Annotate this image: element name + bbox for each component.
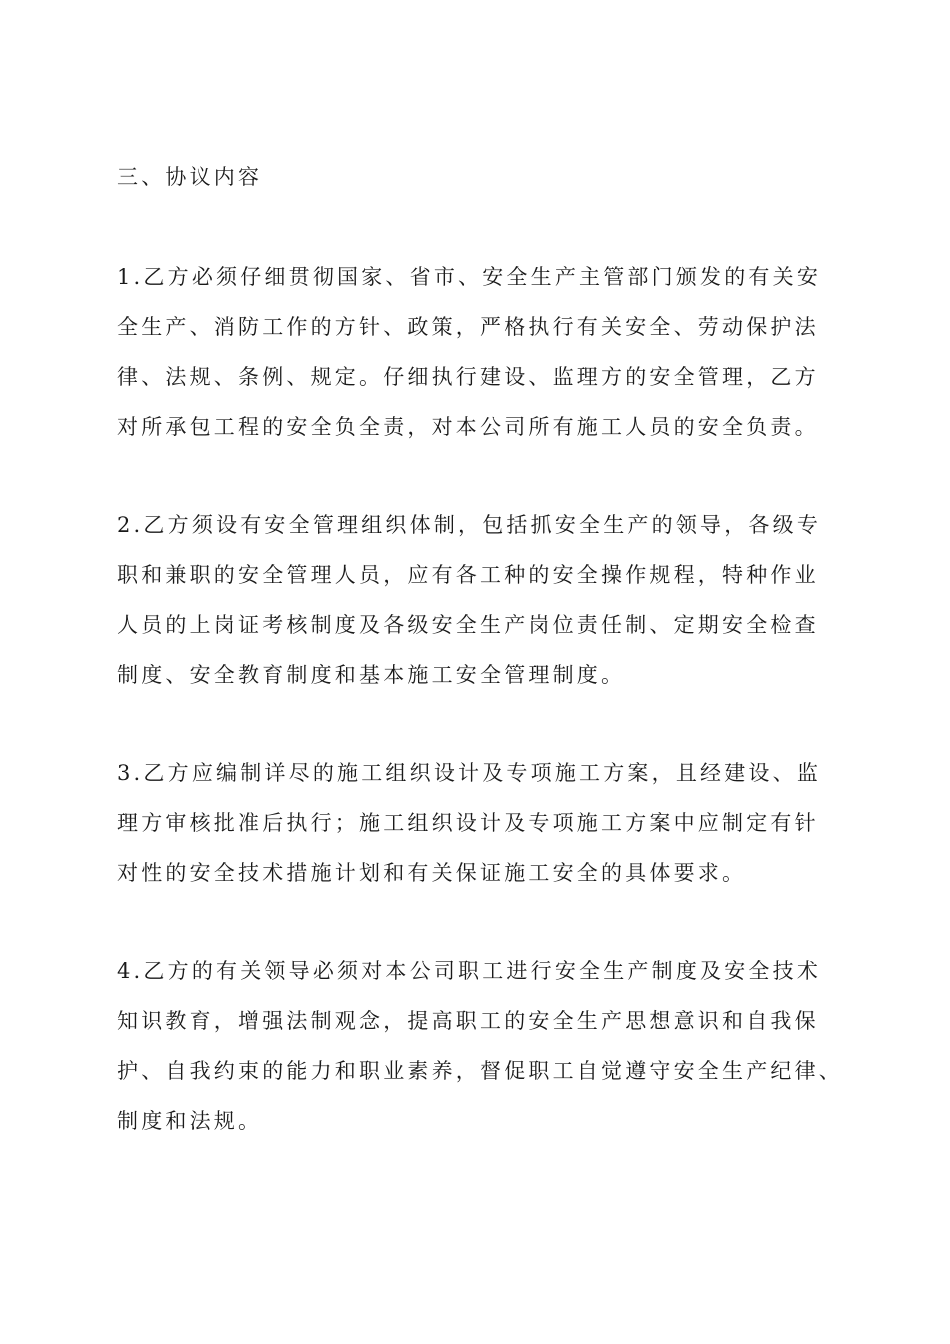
paragraph-line: 职和兼职的安全管理人员，应有各工种的安全操作规程，特种作业 bbox=[117, 563, 819, 587]
paragraph-line: 人员的上岗证考核制度及各级安全生产岗位责任制、定期安全检查 bbox=[117, 613, 819, 637]
paragraph-line: 对所承包工程的安全负全责，对本公司所有施工人员的安全负责。 bbox=[117, 415, 819, 439]
paragraph-line: 制度、安全教育制度和基本施工安全管理制度。 bbox=[117, 663, 626, 687]
paragraph-line: 律、法规、条例、规定。仔细执行建设、监理方的安全管理，乙方 bbox=[117, 365, 819, 389]
paragraph-line: 护、自我约束的能力和职业素养，督促职工自觉遵守安全生产纪律、 bbox=[117, 1059, 843, 1083]
paragraph-line: 制度和法规。 bbox=[117, 1109, 263, 1133]
paragraph-line: 1.乙方必须仔细贯彻国家、省市、安全生产主管部门颁发的有关安 bbox=[117, 265, 822, 289]
paragraph-line: 对性的安全技术措施计划和有关保证施工安全的具体要求。 bbox=[117, 861, 747, 885]
paragraph-line: 理方审核批准后执行；施工组织设计及专项施工方案中应制定有针 bbox=[117, 811, 819, 835]
section-heading: 三、协议内容 bbox=[117, 165, 263, 189]
paragraph-line: 3.乙方应编制详尽的施工组织设计及专项施工方案，且经建设、监 bbox=[117, 761, 822, 785]
paragraph-line: 2.乙方须设有安全管理组织体制，包括抓安全生产的领导，各级专 bbox=[117, 513, 822, 537]
paragraph-line: 全生产、消防工作的方针、政策，严格执行有关安全、劳动保护法 bbox=[117, 315, 819, 339]
paragraph-line: 知识教育，增强法制观念，提高职工的安全生产思想意识和自我保 bbox=[117, 1009, 819, 1033]
paragraph-line: 4.乙方的有关领导必须对本公司职工进行安全生产制度及安全技术 bbox=[117, 959, 822, 983]
